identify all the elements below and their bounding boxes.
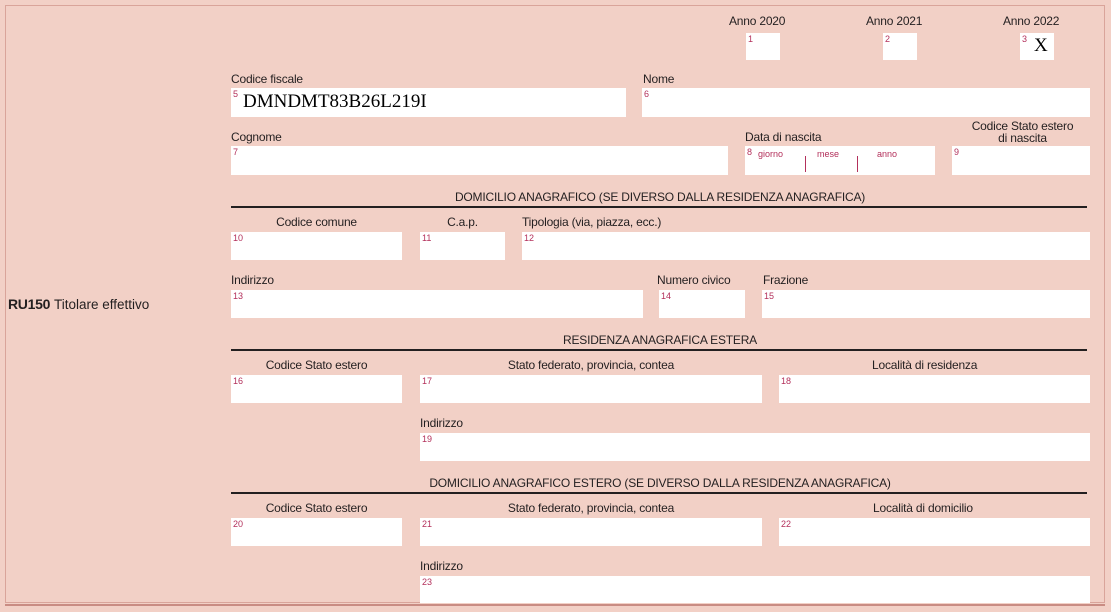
- year-2021-label: Anno 2021: [866, 14, 923, 28]
- section-label: [8, 296, 149, 312]
- dom-indirizzo-field[interactable]: 23: [420, 576, 1090, 603]
- domicilio-estero-rule: [231, 492, 1087, 494]
- domicilio-estero-heading: DOMICILIO ANAGRAFICO ESTERO (SE DIVERSO DALLA RESIDENZA ANAGRAFICA): [429, 476, 891, 490]
- res-localita-label: Località di residenza: [872, 358, 978, 372]
- nome-field[interactable]: 6: [642, 88, 1090, 117]
- res-codice-stato-label: Codice Stato estero: [265, 358, 368, 372]
- year-2021-checkbox[interactable]: 2: [883, 33, 917, 60]
- dom-stato-federato-field[interactable]: 21: [420, 518, 762, 546]
- codice-fiscale-label: Codice fiscale: [231, 72, 303, 86]
- numero-civico-label: Numero civico: [657, 273, 731, 287]
- dom-localita-field[interactable]: 22: [779, 518, 1090, 546]
- date-separator: [805, 156, 806, 172]
- residenza-estera-rule: [231, 349, 1087, 351]
- residenza-estera-heading: RESIDENZA ANAGRAFICA ESTERA: [563, 333, 757, 347]
- indirizzo-label: Indirizzo: [231, 273, 274, 287]
- year-2022-checkbox[interactable]: 3 X: [1020, 33, 1054, 60]
- domicilio-heading: DOMICILIO ANAGRAFICO (SE DIVERSO DALLA RESIDENZA ANAGRAFICA): [454, 190, 866, 204]
- res-stato-federato-label: Stato federato, provincia, contea: [507, 358, 675, 372]
- year-2020-checkbox[interactable]: 1: [746, 33, 780, 60]
- cap-label: C.a.p.: [447, 215, 478, 229]
- mese-sublabel: mese: [817, 149, 840, 159]
- codice-comune-field[interactable]: 10: [231, 232, 402, 260]
- dom-indirizzo-label: Indirizzo: [420, 559, 463, 573]
- indirizzo-field[interactable]: 13: [231, 290, 643, 318]
- dom-localita-label: Località di domicilio: [873, 501, 973, 515]
- dom-stato-federato-label: Stato federato, provincia, contea: [507, 501, 675, 515]
- cap-field[interactable]: 11: [420, 232, 505, 260]
- stato-estero-nascita-field[interactable]: 9: [952, 146, 1090, 175]
- anno-sublabel: anno: [877, 149, 898, 159]
- res-stato-federato-field[interactable]: 17: [420, 375, 762, 403]
- frazione-label: Frazione: [763, 273, 809, 287]
- year-2020-label: Anno 2020: [729, 14, 786, 28]
- dom-codice-stato-field[interactable]: 20: [231, 518, 402, 546]
- res-indirizzo-label: Indirizzo: [420, 416, 463, 430]
- year-2022-label: Anno 2022: [1003, 14, 1060, 28]
- tipologia-label: Tipologia (via, piazza, ecc.): [522, 215, 662, 229]
- numero-civico-field[interactable]: 14: [659, 290, 745, 318]
- bottom-rule: [5, 604, 1105, 606]
- data-nascita-field[interactable]: 8 giorno mese anno: [745, 146, 935, 175]
- frazione-field[interactable]: 15: [762, 290, 1090, 318]
- codice-comune-label: Codice comune: [276, 215, 357, 229]
- tipologia-field[interactable]: 12: [522, 232, 1090, 260]
- giorno-sublabel: giorno: [758, 149, 784, 159]
- cognome-label: Cognome: [231, 130, 282, 144]
- res-localita-field[interactable]: 18: [779, 375, 1090, 403]
- dom-codice-stato-label: Codice Stato estero: [265, 501, 368, 515]
- codice-fiscale-field[interactable]: 5 DMNDMT83B26L219I: [231, 88, 626, 117]
- data-nascita-label: Data di nascita: [745, 130, 822, 144]
- stato-estero-nascita-label: Codice Stato estero di nascita: [971, 119, 1074, 145]
- domicilio-rule: [231, 206, 1087, 208]
- res-indirizzo-field[interactable]: 19: [420, 433, 1090, 461]
- res-codice-stato-field[interactable]: 16: [231, 375, 402, 403]
- cognome-field[interactable]: 7: [231, 146, 728, 175]
- section-title: Titolare effettivo: [53, 297, 150, 312]
- date-separator: [857, 156, 858, 172]
- nome-label: Nome: [643, 72, 675, 86]
- section-code: RU150: [8, 296, 51, 312]
